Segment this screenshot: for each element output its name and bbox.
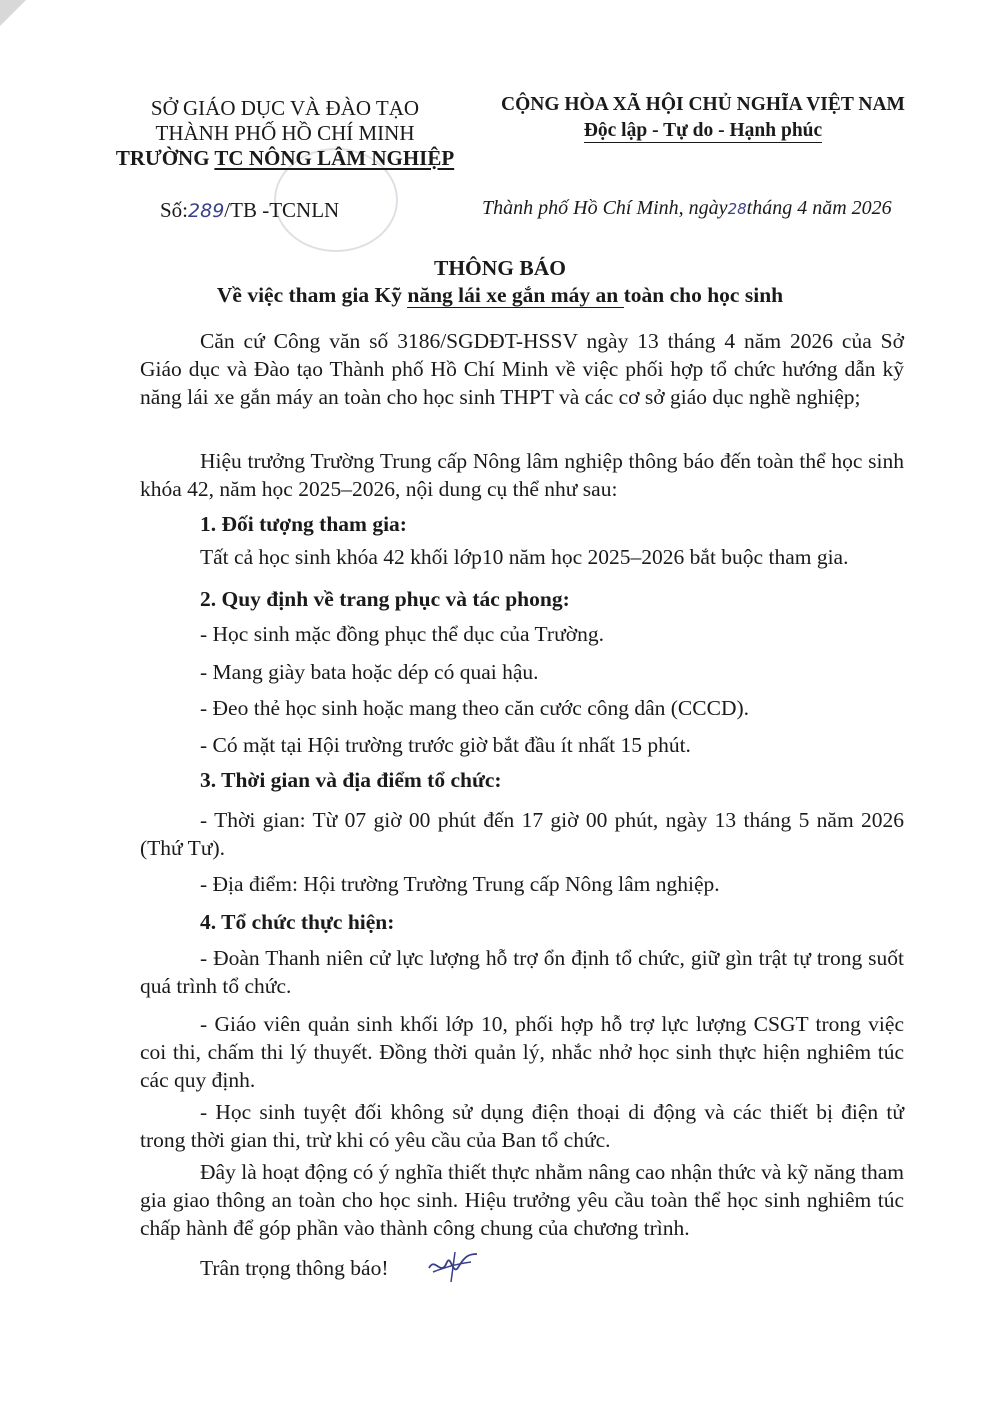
school-name [100,146,470,171]
document-title: THÔNG BÁO [433,256,566,280]
doc-number-label: Số: [160,198,189,222]
issuing-agency-header [100,96,470,171]
dress-code-item: - Mang giày bata hoặc dép có quai hậu. [200,660,539,684]
regards-line: Trân trọng thông báo! [200,1256,389,1280]
section-1-text: Tất cả học sinh khóa 42 khối lớp10 năm học 2025–2026 bắt buộc tham gia. [200,545,849,569]
date-day-handwritten: 28 [727,200,747,218]
agency-line-1: SỞ GIÁO DỤC VÀ ĐÀO TẠO [150,96,420,120]
event-time: - Thời gian: Từ 07 giờ 00 phút đến 17 giờ 00 phút, ngày 13 tháng 5 năm 2026 (Thứ Tư). [140,808,904,860]
school-name-underlined: TC NÔNG LÂM NGHIỆP [214,146,455,170]
doc-number-handwritten: 289 [188,200,225,222]
section-1-heading: 1. Đối tượng tham gia: [200,512,407,536]
implementation-item: - Học sinh tuyệt đối không sử dụng điện thoại di động và các thiết bị điện tử trong thời gian thi, trừ khi có yêu cầu của Ban tổ chức. [140,1100,904,1152]
closing-paragraph: Đây là hoạt động có ý nghĩa thiết thực nhằm nâng cao nhận thức và kỹ năng tham gia giao thông an toàn cho học sinh. Hiệu trưởng yêu cầu toàn thể học sinh nghiêm túc chấp hành để góp phần vào thành công chung của chương trình. [140,1160,904,1240]
event-location: - Địa điểm: Hội trường Trường Trung cấp Nông lâm nghiệp. [200,872,720,896]
implementation-item: - Đoàn Thanh niên cử lực lượng hỗ trợ ổn định tổ chức, giữ gìn trật tự trong suốt quá trình tổ chức. [140,946,904,998]
nation-title: CỘNG HÒA XÃ HỘI CHỦ NGHĨA VIỆT NAM [501,94,905,115]
national-motto: Độc lập - Tự do - Hạnh phúc [583,120,823,141]
document-subtitle [0,283,1000,308]
place-date-prefix: Thành phố Hồ Chí Minh, ngày [482,197,728,219]
section-2-heading: 2. Quy định về trang phục và tác phong: [200,587,570,611]
section-4-heading: 4. Tổ chức thực hiện: [200,910,395,934]
subtitle-part-2-underlined: năng lái xe gắn máy an [407,283,624,307]
dress-code-item: - Đeo thẻ học sinh hoặc mang theo căn cước công dân (CCCD). [200,696,750,720]
place-date-suffix: tháng 4 năm 2026 [746,197,892,219]
page-corner-fold [0,0,26,26]
national-header [488,92,918,144]
section-3-heading: 3. Thời gian và địa điểm tổ chức: [200,768,502,792]
subtitle-part-3: toàn cho học sinh [623,283,784,307]
agency-line-2: THÀNH PHỐ HỒ CHÍ MINH [155,121,415,145]
legal-basis-paragraph: Căn cứ Công văn số 3186/SGDĐT-HSSV ngày 13 tháng 4 năm 2026 của Sở Giáo dục và Đào tạo Thành phố Hồ Chí Minh về việc phối hợp tổ chức hướng dẫn kỹ năng lái xe gắn máy an toàn cho học sinh THPT và các cơ sở giáo dục nghề nghiệp; [140,329,904,409]
document-number [160,198,339,223]
place-and-date [482,197,892,220]
dress-code-item: - Học sinh mặc đồng phục thể dục của Trường. [200,622,604,646]
school-name-prefix: TRƯỜNG [115,146,215,170]
doc-number-suffix: /TB -TCNLN [224,198,340,222]
implementation-item: - Giáo viên quản sinh khối lớp 10, phối hợp hỗ trợ lực lượng CSGT trong việc coi thi, chấm thi lý thuyết. Đồng thời quản lý, nhắc nhở học sinh thực hiện nghiêm túc các quy định. [140,1012,904,1092]
handwritten-signature [425,1248,485,1288]
announcement-intro-paragraph: Hiệu trưởng Trường Trung cấp Nông lâm nghiệp thông báo đến toàn thể học sinh khóa 42, năm học 2025–2026, nội dung cụ thể như sau: [140,449,904,501]
subtitle-part-1: Về việc tham gia Kỹ [216,283,408,307]
dress-code-item: - Có mặt tại Hội trường trước giờ bắt đầu ít nhất 15 phút. [200,733,691,757]
